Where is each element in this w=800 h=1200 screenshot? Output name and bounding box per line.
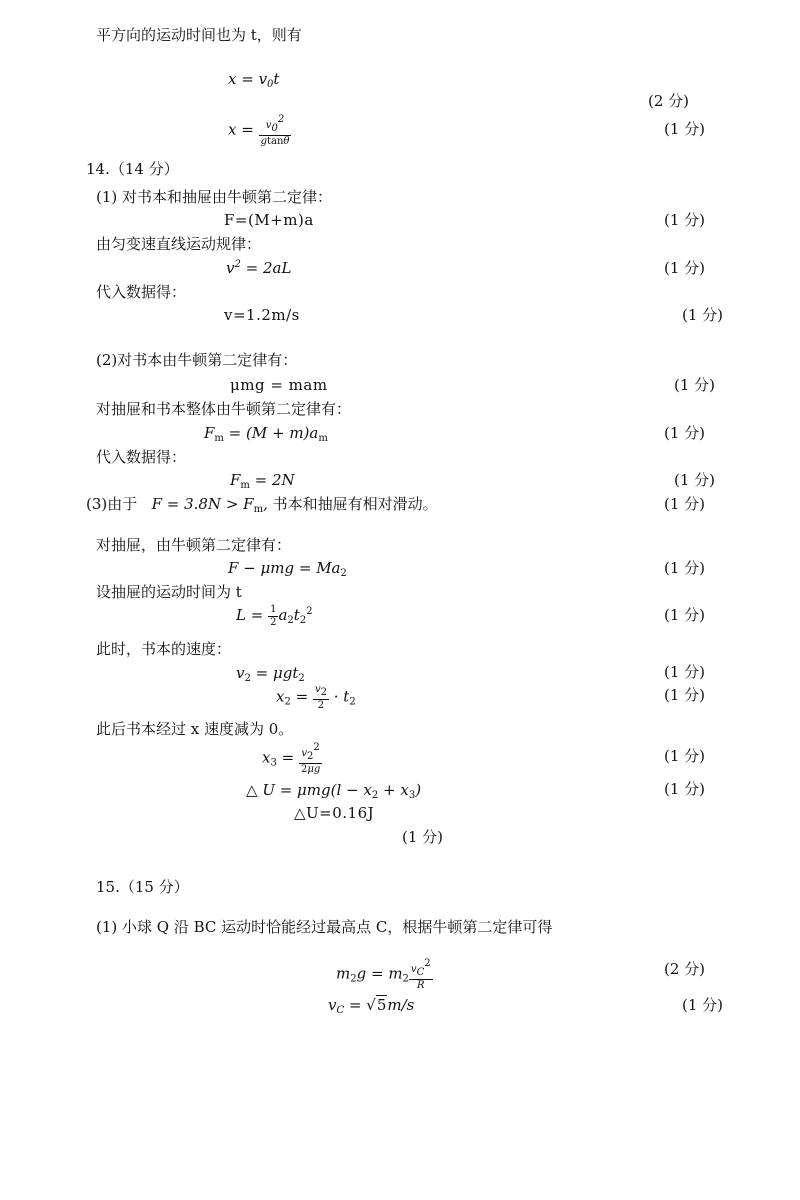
formula-fm-2n: $F_m = 2N$	[230, 471, 295, 491]
score-label: (1 分)	[402, 828, 444, 846]
q14-part3-line	[86, 497, 438, 515]
q14-part1-text: (1) 对书本和抽屉由牛顿第二定律：	[96, 188, 333, 206]
q14-part1b-text: 由匀变速直线运动规律：	[96, 235, 262, 253]
q14-title: 14.（14 分）	[86, 160, 179, 178]
score-label: (1 分)	[664, 663, 706, 681]
score-label: (2 分)	[664, 960, 706, 978]
formula-f-mumg-ma2: $F - \mu mg = Ma_2$	[228, 559, 347, 579]
score-label: (1 分)	[664, 211, 706, 229]
formula-x-v0t: $x = v_0t$	[228, 70, 280, 90]
score-label: (2 分)	[648, 92, 690, 110]
score-label: (1 分)	[664, 559, 706, 577]
formula-delta-u: △ $U = \mu mg(l - x_2 + x_3)$	[246, 781, 422, 801]
formula-mu-mg: μmg = mam	[230, 376, 328, 394]
score-label: (1 分)	[674, 471, 716, 489]
formula-v2-2aL: $v^2 = 2aL$	[226, 259, 292, 277]
score-label: (1 分)	[664, 424, 706, 442]
q14-part2c-text: 代入数据得：	[96, 448, 187, 466]
score-label: (1 分)	[664, 120, 706, 138]
formula-x2: $x_2$ = $\frac{v2}{2}$ · $t_2$	[276, 684, 356, 711]
score-label: (1 分)	[674, 376, 716, 394]
formula-vc: $v_C = √5m/s$	[328, 996, 415, 1016]
q14-part2b-text: 对抽屉和书本整体由牛顿第二定律有：	[96, 400, 352, 418]
score-label: (1 分)	[682, 306, 724, 324]
formula-x-v0sq-gtan: x = $\frac{v02}{gtan\theta}$	[228, 114, 290, 147]
score-label: (1 分)	[664, 495, 706, 513]
formula-f-mma: F=(M+m)a	[224, 211, 314, 229]
result-delta-u: △U=0.16J	[294, 804, 375, 822]
formula-f-compare: $F = 3.8N > F_m$,	[151, 495, 268, 515]
formula-fm-mma: $F_m = (M + m)a_m$	[204, 424, 328, 444]
q14-part3c-text: 设抽屉的运动时间为 t	[96, 583, 242, 601]
formula-l-half-a2t2: L = $\frac{1}{2}$ $a_2t_2^2$	[236, 604, 313, 628]
q14-part1c-text: 代入数据得：	[96, 283, 187, 301]
score-label: (1 分)	[664, 686, 706, 704]
q15-title: 15.（15 分）	[96, 878, 189, 896]
formula-v2-mugt2: $v_2 = \mu gt_2$	[236, 664, 305, 684]
result-v: v=1.2m/s	[224, 306, 300, 324]
score-label: (1 分)	[664, 747, 706, 765]
score-label: (1 分)	[664, 780, 706, 798]
q14-part3e-text: 此后书本经过 x 速度减为 0。	[96, 720, 294, 738]
q15-part1-text: (1) 小球 Q 沿 BC 运动时恰能经过最高点 C，根据牛顿第二定律可得	[96, 918, 553, 936]
score-label: (1 分)	[682, 996, 724, 1014]
intro-text: 平方向的运动时间也为 t，则有	[96, 26, 302, 44]
q14-part3d-text: 此时，书本的速度：	[96, 640, 232, 658]
formula-m2g: $m_2g = m_2$ $\frac{vC2}{R}$	[336, 958, 431, 991]
q14-part2-text: (2)对书本由牛顿第二定律有：	[96, 351, 298, 369]
q14-part3b-text: 对抽屉，由牛顿第二定律有：	[96, 536, 292, 554]
q14-part3-prefix: (3)由于	[86, 495, 138, 513]
score-label: (1 分)	[664, 259, 706, 277]
q14-part3-suffix: 书本和抽屉有相对滑动。	[272, 495, 438, 513]
formula-x3: $x_3$ = $\frac{v22}{2\mu g}$	[262, 742, 321, 775]
score-label: (1 分)	[664, 606, 706, 624]
